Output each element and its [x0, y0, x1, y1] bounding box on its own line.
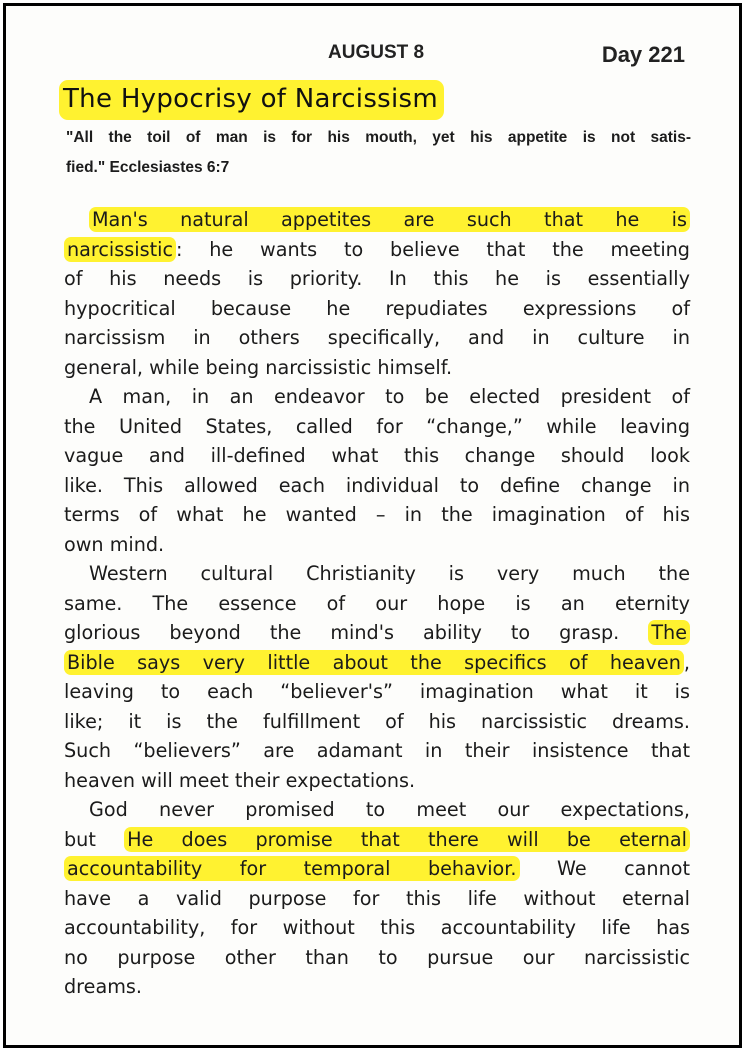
- epigraph-line: "All the toil of man is for his mouth, yet his appetite is not satis-: [66, 129, 691, 146]
- devotional-title: The Hypocrisy of Narcissism: [59, 80, 444, 120]
- highlighted-text: narcissistic: [64, 237, 176, 262]
- page-date: AUGUST 8: [328, 42, 425, 63]
- body-line: Western cultural Christianity is very much the: [89, 562, 690, 585]
- body-line: dreams.: [64, 975, 142, 998]
- page-header: [6, 42, 739, 70]
- body-line: no purpose other than to pursue our narcissistic: [64, 945, 690, 969]
- body-line: leaving to each “believer's” imagination what it is: [64, 680, 690, 703]
- body-line: of his needs is priority. In this he is essentially: [64, 267, 690, 290]
- body-text: : he wants to believe that the meeting: [176, 237, 690, 261]
- body-line: accountability, for without this accountability life has: [64, 916, 690, 939]
- body-line: heaven will meet their expectations.: [64, 768, 416, 792]
- highlighted-text: The: [648, 620, 690, 645]
- body-text: but: [64, 827, 125, 851]
- body-line: [64, 618, 690, 648]
- body-line: have a valid purpose for this life without eternal: [64, 886, 690, 910]
- body-line: [64, 205, 690, 235]
- highlighted-text: Man's natural appetites are such that he is: [89, 207, 690, 232]
- devotional-body: [64, 205, 690, 1002]
- scripture-epigraph: [66, 127, 691, 186]
- page-frame: [3, 3, 742, 1048]
- body-line: God never promised to meet our expectations,: [89, 798, 690, 821]
- body-line: like. This allowed each individual to define change in: [64, 473, 690, 497]
- body-line: like; it is the fulfillment of his narcissistic dreams.: [64, 709, 690, 733]
- body-line: [64, 854, 690, 884]
- body-line: the United States, called for “change,” while leaving: [64, 414, 690, 438]
- epigraph-line: fied." Ecclesiastes 6:7: [66, 158, 230, 176]
- body-line: hypocritical because he repudiates expressions of: [64, 296, 690, 320]
- body-line: [64, 825, 690, 855]
- highlighted-text: accountability for temporal behavior.: [64, 856, 520, 881]
- highlighted-text: He does promise that there will be eternal: [124, 827, 690, 852]
- body-text: glorious beyond the mind's ability to grasp.: [64, 621, 649, 644]
- page-day-number: Day 221: [601, 42, 685, 67]
- body-line: own mind.: [64, 532, 165, 556]
- body-line: [64, 235, 690, 265]
- body-line: Such “believers” are adamant in their insistence that: [64, 739, 690, 762]
- body-line: terms of what he wanted – in the imagination of his: [64, 503, 690, 526]
- body-line: A man, in an endeavor to be elected president of: [89, 385, 690, 408]
- body-line: same. The essence of our hope is an eternity: [64, 591, 690, 615]
- body-text: ,: [683, 650, 690, 674]
- highlighted-text: Bible says very little about the specifics of heaven: [64, 650, 684, 675]
- body-line: general, while being narcissistic himself.: [64, 355, 453, 379]
- body-line: vague and ill-defined what this change should look: [64, 444, 690, 467]
- body-line: [64, 648, 690, 678]
- body-line: narcissism in others specifically, and in culture in: [64, 326, 690, 349]
- body-text: We cannot: [519, 857, 690, 880]
